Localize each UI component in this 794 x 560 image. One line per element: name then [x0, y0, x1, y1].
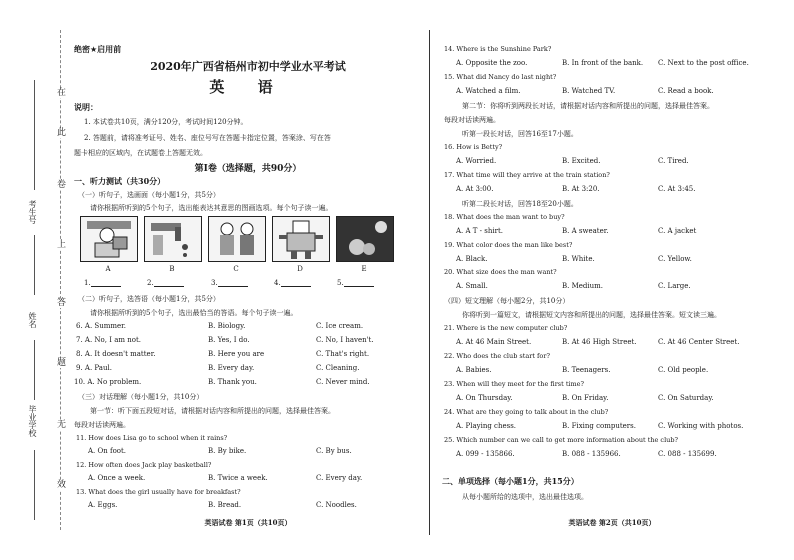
option-24-a: A. Playing chess.	[456, 422, 517, 430]
blank-number: 2.	[147, 279, 154, 287]
question-13: 13. What does the girl usually have for breakfast?	[76, 488, 241, 496]
answer-blank-3[interactable]	[211, 279, 248, 287]
seal-char: 效	[57, 480, 67, 490]
option-18-c: C. A jacket	[658, 227, 697, 235]
column-divider	[429, 30, 430, 535]
seal-line	[60, 30, 61, 530]
section-2-instructions-cont: 每段对话读两遍。	[444, 116, 500, 124]
option-11-a: A. On foot.	[88, 447, 127, 455]
tap-water-picture	[145, 217, 201, 261]
reading-girl-picture	[81, 217, 137, 261]
option-20-c: C. Large.	[658, 282, 691, 290]
question-20: 20. What size does the man want?	[444, 268, 557, 276]
subsection-1: （一）听句子，选画面（每小题1分，共5分）	[78, 191, 220, 199]
seal-char: 题	[57, 358, 67, 368]
option-19-c: C. Yellow.	[658, 255, 692, 263]
notes-title: 说明：	[74, 102, 98, 112]
section-single-choice: 二、单项选择（每小题1分，共15分）	[442, 476, 579, 486]
option-13-c: C. Noodles.	[316, 501, 357, 509]
option-13-a: A. Eggs.	[88, 501, 118, 509]
question-9-b: B. Every day.	[208, 364, 255, 372]
subsection-3-instructions: 第一节：听下面五段短对话，请根据对话内容和所提出的问题，选择最佳答案。	[90, 407, 335, 415]
option-16-b: B. Excited.	[562, 157, 601, 165]
subsection-4: （四）短文理解（每小题2分，共10分）	[444, 297, 570, 305]
option-12-b: B. Twice a week.	[208, 474, 268, 482]
name-line-lower	[34, 340, 35, 400]
blank-number: 5.	[337, 279, 344, 287]
subsection-2-instructions: 请你根据所听到的5个句子，选出最恰当的答语。每个句子读一遍。	[90, 309, 298, 317]
question-10-a: 10. A. No problem.	[74, 378, 142, 386]
option-11-b: B. By bike.	[208, 447, 247, 455]
section-listening: 一、听力测试（共30分）	[74, 176, 166, 186]
option-22-c: C. Old people.	[658, 366, 709, 374]
question-17: 17. What time will they arrive at the train station?	[444, 171, 610, 179]
school-line	[34, 450, 35, 520]
question-9-a: 9. A. Paul.	[76, 364, 112, 372]
question-25: 25. Which number can we call to get more information about the club?	[444, 436, 678, 444]
option-19-b: B. White.	[562, 255, 595, 263]
question-8-a: 8. A. It doesn't matter.	[76, 350, 156, 358]
question-14: 14. Where is the Sunshine Park?	[444, 45, 552, 53]
picture-label: D	[297, 265, 303, 273]
option-13-b: B. Bread.	[208, 501, 242, 509]
page-2	[442, 0, 782, 560]
option-14-c: C. Next to the post office.	[658, 59, 749, 67]
question-16: 16. How is Betty?	[444, 143, 503, 151]
blank-number: 3.	[211, 279, 218, 287]
answer-blank-4[interactable]	[274, 279, 311, 287]
subsection-1-instructions: 请你根据所听到的5个句子，选出能表达其意思的图画选项。每个句子读一遍。	[90, 204, 333, 212]
note-2: 2. 答题前，请将准考证号、姓名、座位号写在答题卡指定位置，答案涂、写在答	[84, 134, 331, 142]
picture-e	[336, 216, 394, 262]
question-8-b: B. Here you are	[208, 350, 265, 358]
subject-title: 英 语	[209, 78, 287, 96]
picture-label: A	[105, 265, 111, 273]
picture-b	[144, 216, 202, 262]
option-15-b: B. Watched TV.	[562, 87, 616, 95]
option-14-b: B. In front of the bank.	[562, 59, 644, 67]
question-7-c: C. No, I haven't.	[316, 336, 374, 344]
question-12: 12. How often does Jack play basketball?	[76, 461, 212, 469]
robot-picture	[273, 217, 329, 261]
option-21-a: A. At 46 Main Street.	[456, 338, 532, 346]
long-dialogue-2: 听第二段长对话，回答18至20小题。	[462, 200, 578, 208]
exam-number-label: 考生号	[28, 200, 37, 224]
option-20-b: B. Medium.	[562, 282, 603, 290]
option-21-b: B. At 46 High Street.	[562, 338, 637, 346]
section-2-instructions: 第二节：你将听到两段长对话，请根据对话内容和所提出的问题，选择最佳答案。	[462, 102, 714, 110]
subsection-3-instructions-cont: 每段对话读两遍。	[74, 421, 130, 429]
question-21: 21. Where is the new computer club?	[444, 324, 568, 332]
option-24-c: C. Working with photos.	[658, 422, 744, 430]
blank-number: 1.	[84, 279, 91, 287]
picture-label: C	[233, 265, 239, 273]
option-15-a: A. Watched a film.	[456, 87, 521, 95]
option-17-c: C. At 3:45.	[658, 185, 696, 193]
answer-blank-1[interactable]	[84, 279, 121, 287]
option-19-a: A. Black.	[456, 255, 488, 263]
answer-blank-2[interactable]	[147, 279, 184, 287]
option-23-c: C. On Saturday.	[658, 394, 714, 402]
option-12-c: C. Every day.	[316, 474, 363, 482]
question-6-b: B. Biology.	[208, 322, 246, 330]
section-single-choice-desc: 从每小题所给的选项中，选出最佳选项。	[462, 493, 588, 501]
seal-char: 答	[57, 298, 67, 308]
question-9-c: C. Cleaning.	[316, 364, 360, 372]
question-11: 11. How does Lisa go to school when it rains?	[76, 434, 228, 442]
option-22-a: A. Babies.	[456, 366, 492, 374]
option-18-a: A. A T - shirt.	[456, 227, 503, 235]
option-23-a: A. On Thursday.	[456, 394, 513, 402]
question-8-c: C. That's right.	[316, 350, 370, 358]
zoo-picture	[337, 217, 393, 261]
seal-char: 此	[57, 128, 67, 138]
seal-char: 在	[57, 88, 67, 98]
picture-label: E	[361, 265, 367, 273]
long-dialogue-1: 听第一段长对话，回答16至17小题。	[462, 130, 578, 138]
option-21-c: C. At 46 Center Street.	[658, 338, 740, 346]
question-6-c: C. Ice cream.	[316, 322, 364, 330]
option-22-b: B. Teenagers.	[562, 366, 611, 374]
exam-title: 2020年广西省梧州市初中学业水平考试	[150, 60, 346, 73]
picture-label: B	[169, 265, 175, 273]
school-label: 毕业学校	[28, 405, 37, 437]
question-10-b: B. Thank you.	[208, 378, 257, 386]
binding-margin	[0, 0, 70, 560]
option-20-a: A. Small.	[456, 282, 488, 290]
exam-number-line	[34, 80, 35, 190]
option-15-c: C. Read a book.	[658, 87, 714, 95]
option-17-a: A. At 3:00.	[456, 185, 494, 193]
picture-d	[272, 216, 330, 262]
option-25-b: B. 088 - 135966.	[562, 450, 621, 458]
question-18: 18. What does the man want to buy?	[444, 213, 565, 221]
option-25-a: A. 099 - 135866.	[456, 450, 515, 458]
option-17-b: B. At 3:20.	[562, 185, 600, 193]
blank-number: 4.	[274, 279, 281, 287]
question-24: 24. What are they going to talk about in the club?	[444, 408, 609, 416]
option-11-c: C. By bus.	[316, 447, 352, 455]
page-1	[74, 0, 422, 560]
name-label: 姓名	[28, 312, 37, 328]
picture-c	[208, 216, 266, 262]
page-footer: 英语试卷 第1页（共10页）	[204, 518, 292, 527]
option-25-c: C. 088 - 135699.	[658, 450, 717, 458]
option-12-a: A. Once a week.	[88, 474, 146, 482]
seal-char: 卷	[57, 180, 67, 190]
answer-blank-5[interactable]	[337, 279, 374, 287]
subsection-2: （二）听句子，选答语（每小题1分，共5分）	[78, 295, 220, 303]
question-7-b: B. Yes, I do.	[208, 336, 250, 344]
option-16-a: A. Worried.	[456, 157, 497, 165]
subsection-3: （三）对话理解（每小题1分，共10分）	[78, 393, 204, 401]
people-picture	[209, 217, 265, 261]
option-16-c: C. Tired.	[658, 157, 689, 165]
option-24-b: B. Fixing computers.	[562, 422, 636, 430]
question-19: 19. What color does the man like best?	[444, 241, 573, 249]
question-15: 15. What did Nancy do last night?	[444, 73, 557, 81]
confidential-mark: 绝密★启用前	[74, 45, 122, 54]
seal-char: 上	[57, 240, 67, 250]
question-10-c: C. Never mind.	[316, 378, 370, 386]
option-18-b: B. A sweater.	[562, 227, 609, 235]
page-footer: 英语试卷 第2页（共10页）	[568, 518, 656, 527]
name-line-upper	[34, 235, 35, 295]
note-1: 1. 本试卷共10页，满分120分，考试时间120分钟。	[84, 118, 248, 126]
subsection-4-instructions: 你将听到一篇短文，请根据短文内容和所提出的问题，选择最佳答案。短文读三遍。	[462, 311, 721, 319]
question-6-a: 6. A. Summer.	[76, 322, 126, 330]
option-23-b: B. On Friday.	[562, 394, 609, 402]
question-22: 22. Who does the club start for?	[444, 352, 550, 360]
option-14-a: A. Opposite the zoo.	[456, 59, 528, 67]
question-23: 23. When will they meet for the first time?	[444, 380, 585, 388]
seal-char: 无	[57, 420, 67, 430]
picture-a	[80, 216, 138, 262]
note-2-cont: 题卡相应的区域内，在试题卷上答题无效。	[74, 149, 207, 157]
part-one-heading: 第Ⅰ卷（选择题，共90分）	[194, 164, 302, 174]
question-7-a: 7. A. No, I am not.	[76, 336, 141, 344]
